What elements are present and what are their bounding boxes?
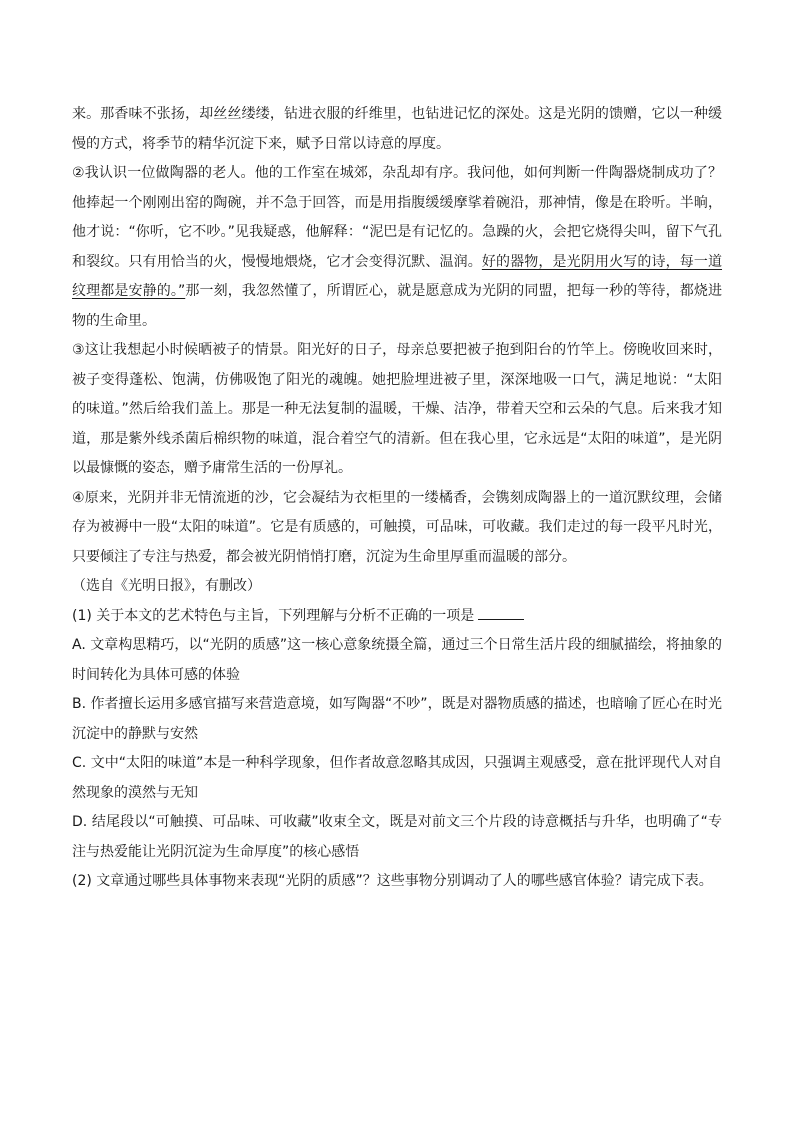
document-page xyxy=(72,100,722,897)
passage-paragraph-2 xyxy=(72,159,722,336)
answer-blank[interactable] xyxy=(478,605,524,620)
option-text: A. 文章构思精巧，以“光阴的质感”这一核心意象统摄全篇，通过三个日常生活片段的细腻描绘，将抽象的时间转化为具体可感的体验 xyxy=(72,637,722,683)
passage-paragraph-3 xyxy=(72,336,722,484)
question-1-option-a xyxy=(72,631,722,690)
question-1-option-c xyxy=(72,749,722,808)
paragraph-text: 那一刻，我忽然懂了，所谓匠心，就是愿意成为光阴的同盟，把每一秒的等待，都烧进物的生命里。 xyxy=(72,283,722,329)
option-text: B. 作者擅长运用多感官描写来营造意境，如写陶器“不吵”，既是对器物质感的描述，也暗喻了匠心在时光沉淀中的静默与安然 xyxy=(72,696,722,742)
paragraph-text: ②我认识一位做陶器的老人。他的工作室在城郊，杂乱却有序。我问他，如何判断一件陶器烧制成功了？他捧起一个刚刚出窑的陶碗，并不急于回答，而是用指腹缓缓摩挲着碗沿，那神情，像是在聆听。半晌，他才说：“你听，它不吵。”见我疑惑，他解释：“泥巴是有记忆的。急躁的火，会把它烧得尖叫，留下气孔和裂纹。只有用恰当的火，慢慢地煨烧，它才会变得沉默、温润。 xyxy=(72,165,722,270)
question-1-option-d xyxy=(72,808,722,867)
question-text: (1) 关于本文的艺术特色与主旨，下列理解与分析不正确的一项是 xyxy=(72,607,475,624)
source-text: （选自《光明日报》，有删改） xyxy=(72,578,261,594)
paragraph-text: ③这让我想起小时候晒被子的情景。阳光好的日子，母亲总要把被子抱到阳台的竹竿上。傍晚收回来时，被子变得蓬松、饱满，仿佛吸饱了阳光的魂魄。她把脸埋进被子里，深深地吸一口气，满足地说：“太阳的味道。”然后给我们盖上。那是一种无法复制的温暖，干燥、洁净，带着天空和云朵的气息。后来我才知道，那是紫外线杀菌后棉织物的味道，混合着空气的清新。但在我心里，它永远是“太阳的味道”，是光阴以最慷慨的姿态，赠予庸常生活的一份厚礼。 xyxy=(72,342,722,476)
passage-paragraph-4 xyxy=(72,484,722,573)
question-text: (2) 文章通过哪些具体事物来表现“光阴的质感”？这些事物分别调动了人的哪些感官体验？请完成下表。 xyxy=(72,873,713,889)
question-1-option-b xyxy=(72,690,722,749)
underlined-sentence: 好的器物，是光阴用火写的诗，每一道纹理都是安静的。” xyxy=(72,253,723,299)
question-1-stem xyxy=(72,602,722,632)
option-text: C. 文中“太阳的味道”本是一种科学现象，但作者故意忽略其成因，只强调主观感受，意在批评现代人对自然现象的漠然与无知 xyxy=(72,755,722,801)
question-2-stem xyxy=(72,867,722,897)
paragraph-text: 来。那香味不张扬，却丝丝缕缕，钻进衣服的纤维里，也钻进记忆的深处。这是光阴的馈赠，它以一种缓慢的方式，将季节的精华沉淀下来，赋予日常以诗意的厚度。 xyxy=(72,106,722,152)
option-text: D. 结尾段以“可触摸、可品味、可收藏”收束全文，既是对前文三个片段的诗意概括与升华，也明确了“专注与热爱能让光阴沉淀为生命厚度”的核心感悟 xyxy=(72,814,722,860)
source-note xyxy=(72,572,722,602)
paragraph-text: ④原来，光阴并非无情流逝的沙，它会凝结为衣柜里的一缕橘香，会镌刻成陶器上的一道沉默纹理，会储存为被褥中一股“太阳的味道”。它是有质感的，可触摸，可品味，可收藏。我们走过的每一段平凡时光，只要倾注了专注与热爱，都会被光阴悄悄打磨，沉淀为生命里厚重而温暖的部分。 xyxy=(72,489,722,565)
passage-paragraph-intro xyxy=(72,100,722,159)
